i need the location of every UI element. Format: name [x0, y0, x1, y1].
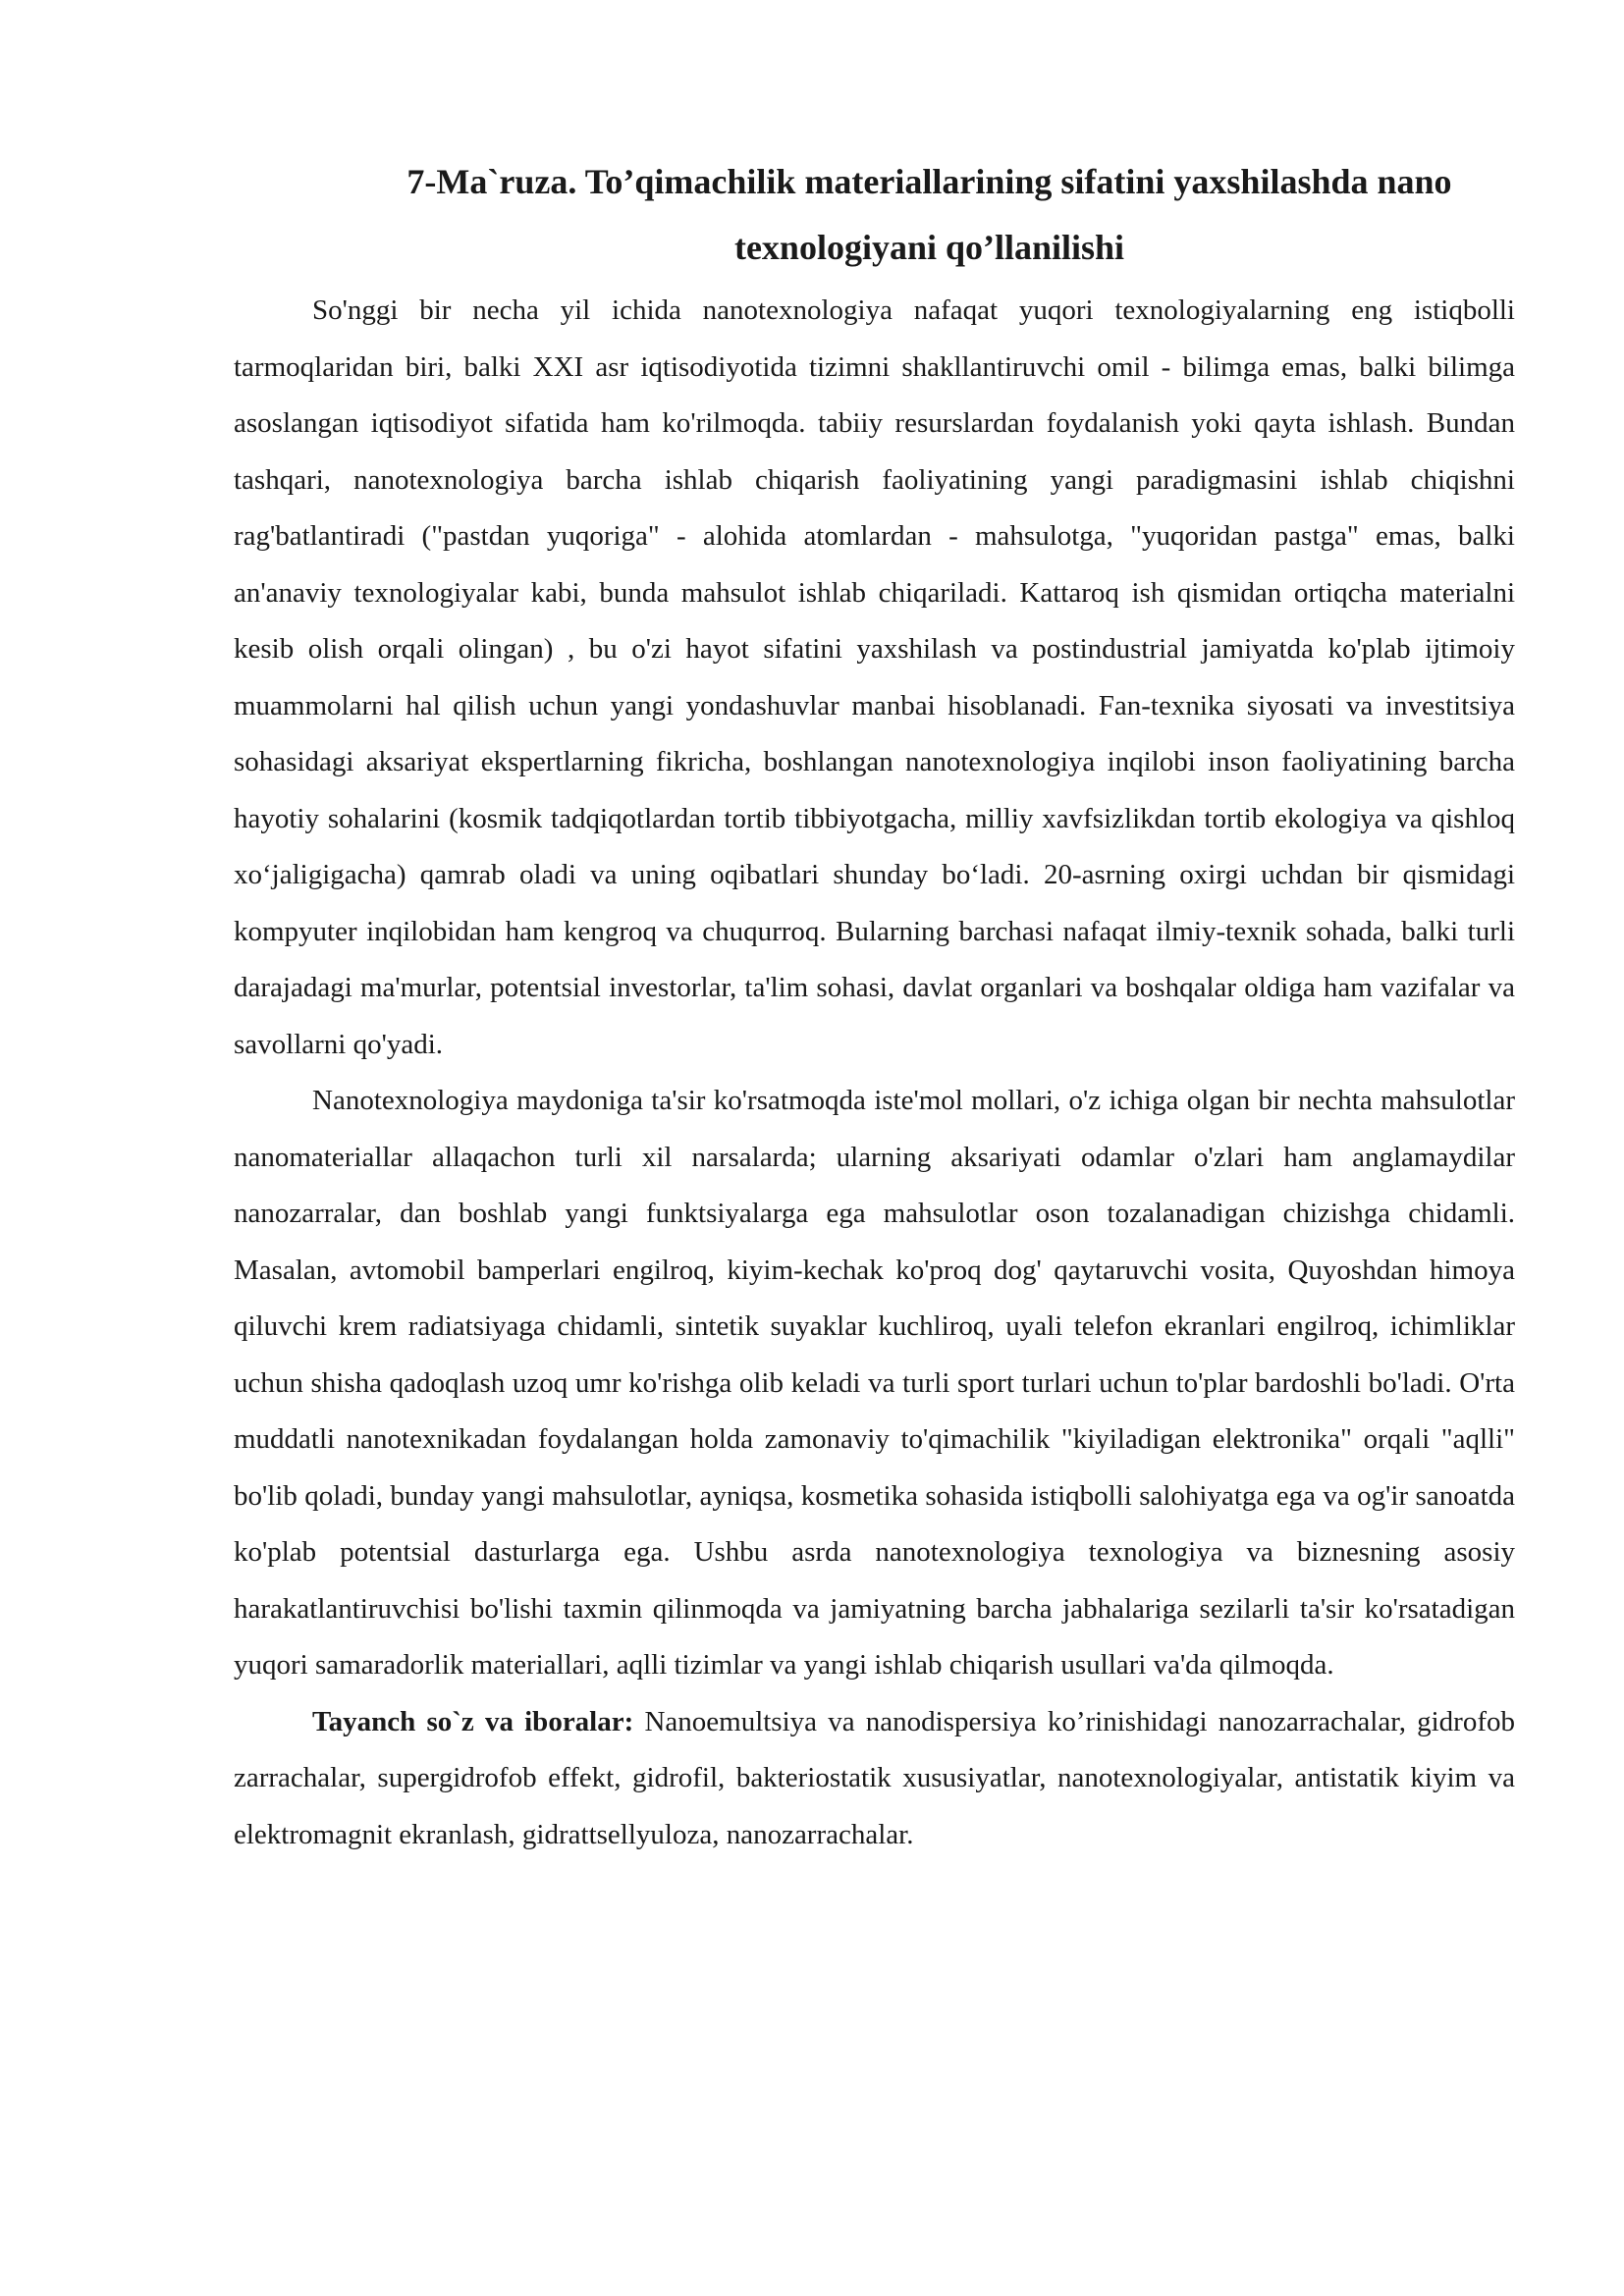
document-body	[234, 149, 1515, 1863]
lecture-title-line-1: 7-Ma`ruza. To’qimachilik materiallarining sifatini yaxshilashda nano	[406, 162, 1452, 201]
lecture-title-line-2: texnologiyani qo’llanilishi	[733, 228, 1125, 267]
lecture-title	[234, 149, 1515, 281]
keywords-paragraph	[234, 1694, 1515, 1864]
keywords-label: Tayanch so`z va iboralar:	[312, 1705, 634, 1737]
paragraph-consumer-goods: Nanotexnologiya maydoniga ta'sir ko'rsatmoqda iste'mol mollari, o'z ichiga olgan bir nechta mahsulotlar nanomateriallar allaqachon turli xil narsalarda; ularning aksariyati odamlar o'zlari ham anglamaydilar nanozarralar, dan boshlab yangi funktsiyalarga ega mahsulotlar oson tozalanadigan chizishga chidamli. Masalan, avtomobil bamperlari engilroq, kiyim-kechak ko'proq dog' qaytaruvchi vosita, Quyoshdan himoya qiluvchi krem radiatsiyaga chidamli, sintetik suyaklar kuchliroq, uyali telefon ekranlari engilroq, ichimliklar uchun shisha qadoqlash uzoq umr ko'rishga olib keladi va turli sport turlari uchun to'plar bardoshli bo'ladi. O'rta muddatli nanotexnikadan foydalangan holda zamonaviy to'qimachilik "kiyiladigan elektronika" orqali "aqlli" bo'lib qoladi, bunday yangi mahsulotlar, ayniqsa, kosmetika sohasida istiqbolli salohiyatga ega va og'ir sanoatda ko'plab potentsial dasturlarga ega. Ushbu asrda nanotexnologiya texnologiya va biznesning asosiy harakatlantiruvchisi bo'lishi taxmin qilinmoqda va jamiyatning barcha jabhalariga sezilarli ta'sir ko'rsatadigan yuqori samaradorlik materiallari, aqlli tizimlar va yangi ishlab chiqarish usullari va'da qilmoqda.	[234, 1085, 1515, 1681]
keywords-text: Nanoemultsiya va nanodispersiya ko’rinishidagi nanozarrachalar, gidrofob zarrachalar, supergidrofob effekt, gidrofil, bakteriostatik xususiyatlar, nanotexnologiyalar, antistatik kiyim va elektromagnit ekranlash, gidrattsellyuloza, nanozarrachalar.	[234, 1705, 1515, 1850]
paragraph-intro: So'nggi bir necha yil ichida nanotexnologiya nafaqat yuqori texnologiyalarning eng istiqbolli tarmoqlaridan biri, balki XXI asr iqtisodiyotida tizimni shakllantiruvchi omil - bilimga emas, balki bilimga asoslangan iqtisodiyot sifatida ham ko'rilmoqda. tabiiy resurslardan foydalanish yoki qayta ishlash. Bundan tashqari, nanotexnologiya barcha ishlab chiqarish faoliyatining yangi paradigmasini ishlab chiqishni rag'batlantiradi ("pastdan yuqoriga" - alohida atomlardan - mahsulotga, "yuqoridan pastga" emas, balki an'anaviy texnologiyalar kabi, bunda mahsulot ishlab chiqariladi. Kattaroq ish qismidan ortiqcha materialni kesib olish orqali olingan) , bu o'zi hayot sifatini yaxshilash va postindustrial jamiyatda ko'plab ijtimoiy muammolarni hal qilish uchun yangi yondashuvlar manbai hisoblanadi. Fan-texnika siyosati va investitsiya sohasidagi aksariyat ekspertlarning fikricha, boshlangan nanotexnologiya inqilobi inson faoliyatining barcha hayotiy sohalarini (kosmik tadqiqotlardan tortib tibbiyotgacha, milliy xavfsizlikdan tortib ekologiya va qishloq xo‘jaligigacha) qamrab oladi va uning oqibatlari shunday bo‘ladi. 20-asrning oxirgi uchdan bir qismidagi kompyuter inqilobidan ham kengroq va chuqurroq. Bularning barchasi nafaqat ilmiy-texnik sohada, balki turli darajadagi ma'murlar, potentsial investorlar, ta'lim sohasi, davlat organlari va boshqalar oldiga ham vazifalar va savollarni qo'yadi.	[234, 294, 1515, 1060]
